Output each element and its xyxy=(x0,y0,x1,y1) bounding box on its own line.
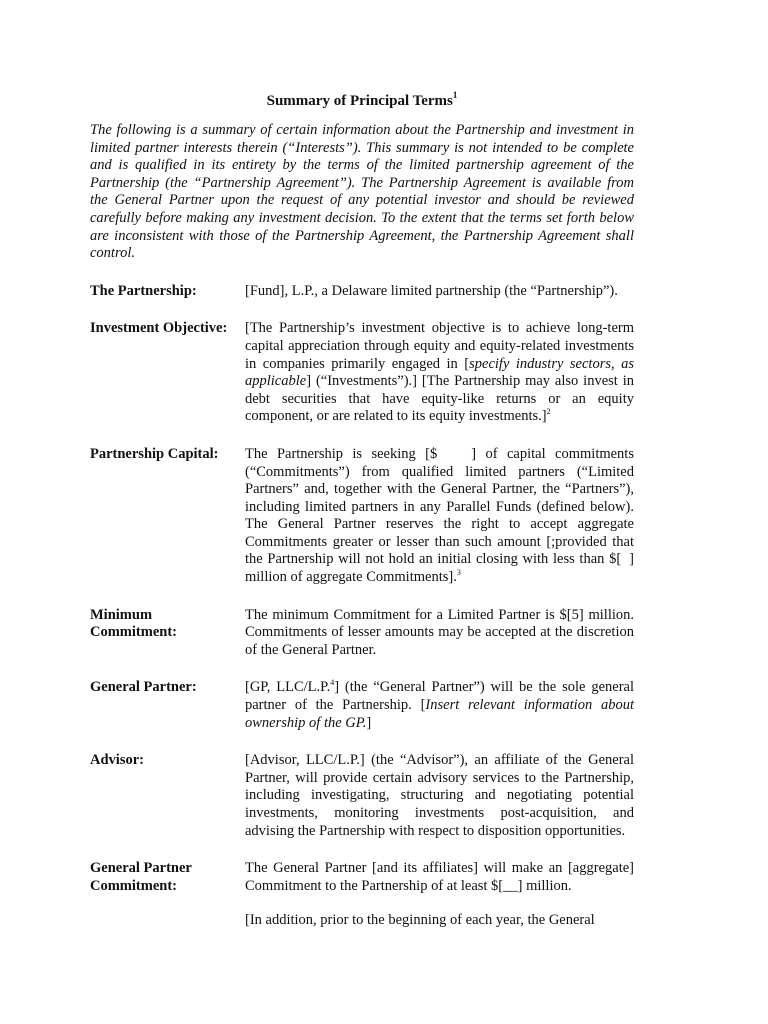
term-label: Minimum Commitment: xyxy=(90,606,177,641)
term-partnership-capital xyxy=(90,446,634,587)
term-body: The minimum Commitment for a Limited Partner is $[5] million. Commitments of lesser amounts may be accepted at the discretion of the General Partner. xyxy=(245,606,634,658)
intro-paragraph: The following is a summary of certain information about the Partnership and investment in limited partner interests therein (“Interests”). This summary is not intended to be complete and is qualified in its entirety by the terms of the limited partnership agreement of the Partnership (the “Partnership Agreement”). The Partnership Agreement is available from the General Partner upon the request of any potential investor and should be reviewed carefully before making any investment decision. To the extent that the terms set forth below are inconsistent with those of the Partnership Agreement, the Partnership Agreement shall control. xyxy=(90,122,634,262)
title-footnote-marker[interactable]: 1 xyxy=(452,90,458,100)
term-label: Partnership Capital: xyxy=(90,445,219,462)
term-advisor xyxy=(90,752,634,840)
term-body: [The Partnership’s investment objective is to achieve long-term capital appreciation through equity and equity-related investments in companies primarily engaged in [specify industry sectors, as applicable] (“Investments”).] [The Partnership may also invest in debt securities that have equity-like returns or an equity component, or are related to its equity investments.]$^2$ xyxy=(245,320,634,425)
term-body: [GP, LLC/L.P.$^4$] (the “General Partner”) will be the sole general partner of the Partnership. [Insert relevant information about ownership of the GP.] xyxy=(245,678,634,731)
term-label: The Partnership: xyxy=(90,282,197,299)
term-body xyxy=(245,860,634,930)
term-label: Investment Objective: xyxy=(90,320,228,337)
term-label: General Partner: xyxy=(90,679,197,696)
term-partnership xyxy=(90,283,634,301)
term-investment-objective xyxy=(90,320,634,426)
footnote-marker[interactable]: 2 xyxy=(546,407,551,417)
term-general-partner xyxy=(90,679,634,732)
footnote-marker[interactable]: 4 xyxy=(330,678,335,688)
document-page xyxy=(90,92,634,950)
term-paragraph: [In addition, prior to the beginning of each year, the General xyxy=(245,912,595,929)
footnote-marker[interactable]: 3 xyxy=(456,568,461,578)
term-minimum-commitment xyxy=(90,607,634,660)
term-label: General Partner Commitment: xyxy=(90,860,192,894)
document-title: Summary of Principal Terms$^1$ xyxy=(266,90,458,109)
term-body: [Fund], L.P., a Delaware limited partnership (the “Partnership”). xyxy=(245,282,618,299)
term-gp-commitment xyxy=(90,860,634,930)
term-body: [Advisor, LLC/L.P.] (the “Advisor”), an affiliate of the General Partner, will provide certain advisory services to the Partnership, including investigating, structuring and negotiating potential investments, monitoring investments post-acquisition, and advising the Partnership with respect to disposition opportunities. xyxy=(245,752,634,839)
term-label: Advisor: xyxy=(90,752,144,769)
term-paragraph: The General Partner [and its affiliates] will make an [aggregate] Commitment to the Partnership of at least $[__] million. xyxy=(245,860,634,894)
term-body: The Partnership is seeking [$ ] of capital commitments (“Commitments”) from qualified limited partners (“Limited Partners” and, together with the General Partner, the “Partners”), including limited partners in any Parallel Funds (defined below). The General Partner reserves the right to accept aggregate Commitments greater or lesser than such amount [;provided that the Partnership will not hold an initial closing with less than $[ ] million of aggregate Commitments].$^3$ xyxy=(245,445,634,586)
